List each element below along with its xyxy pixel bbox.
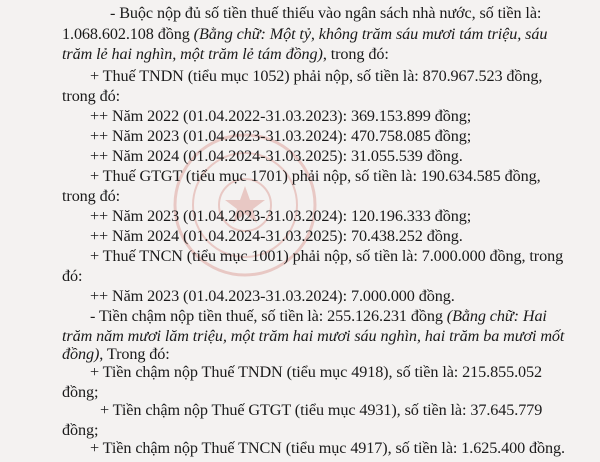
text-line-11: ++ Năm 2023 (01.04.2023-31.03.2024): 120.196.333 đồng; — [90, 207, 472, 225]
text-line-4: + Thuế TNDN (tiểu mục 1052) phải nộp, số tiền là: 870.967.523 đồng, — [90, 67, 543, 85]
text-line-9: + Thuế GTGT (tiểu mục 1701) phải nộp, số tiền là: 190.634.585 đồng, — [90, 167, 541, 185]
text-line-18: đồng), Trong đó: — [62, 345, 170, 363]
text-line-14: đó: — [62, 267, 83, 285]
text-line-5: trong đó: — [62, 87, 121, 105]
text-line-20: đồng; — [62, 383, 99, 401]
text-line-13: + Thuế TNCN (tiểu mục 1001) phải nộp, số tiền là: 7.000.000 đồng, trong — [90, 247, 564, 265]
text-line-22: đồng; — [62, 421, 99, 439]
text-line-21: + Tiền chậm nộp Thuế GTGT (tiểu mục 4931), số tiền là: 37.645.779 — [100, 401, 543, 419]
text-line-19: + Tiền chậm nộp Thuế TNDN (tiểu mục 4918), số tiền là: 215.855.052 — [90, 363, 542, 381]
text-line-16: - Tiền chậm nộp tiền thuế, số tiền là: 255.126.231 đồng (Bằng chữ: Hai — [90, 307, 547, 325]
text-line-10: trong đó: — [62, 187, 121, 205]
text-line-1: - Buộc nộp đủ số tiền thuế thiếu vào ngân sách nhà nước, số tiền là: — [110, 4, 542, 22]
text-line-7: ++ Năm 2023 (01.04.2023-31.03.2024): 470.758.085 đồng; — [90, 127, 472, 145]
text-line-12: ++ Năm 2024 (01.04.2024-31.03.2025): 70.438.252 đồng. — [90, 227, 463, 245]
text-line-6: ++ Năm 2022 (01.04.2022-31.03.2023): 369.153.899 đồng; — [90, 107, 472, 125]
text-line-2: 1.068.602.108 đồng (Bằng chữ: Một tỷ, không trăm sáu mươi tám triệu, sáu — [62, 25, 548, 43]
text-line-23: + Tiền chậm nộp Thuế TNCN (tiểu mục 4917), số tiền là: 1.625.400 đồng. — [90, 439, 565, 457]
text-line-15: ++ Năm 2023 (01.04.2023-31.03.2024): 7.000.000 đồng. — [90, 287, 455, 305]
text-line-3: trăm lẻ hai nghìn, một trăm lẻ tám đồng), trong đó: — [62, 45, 389, 63]
text-line-8: ++ Năm 2024 (01.04.2024-31.03.2025): 31.055.539 đồng. — [90, 147, 463, 165]
text-line-17: trăm năm mươi lăm triệu, một trăm hai mươi sáu nghìn, hai trăm ba mươi mốt — [62, 327, 565, 345]
